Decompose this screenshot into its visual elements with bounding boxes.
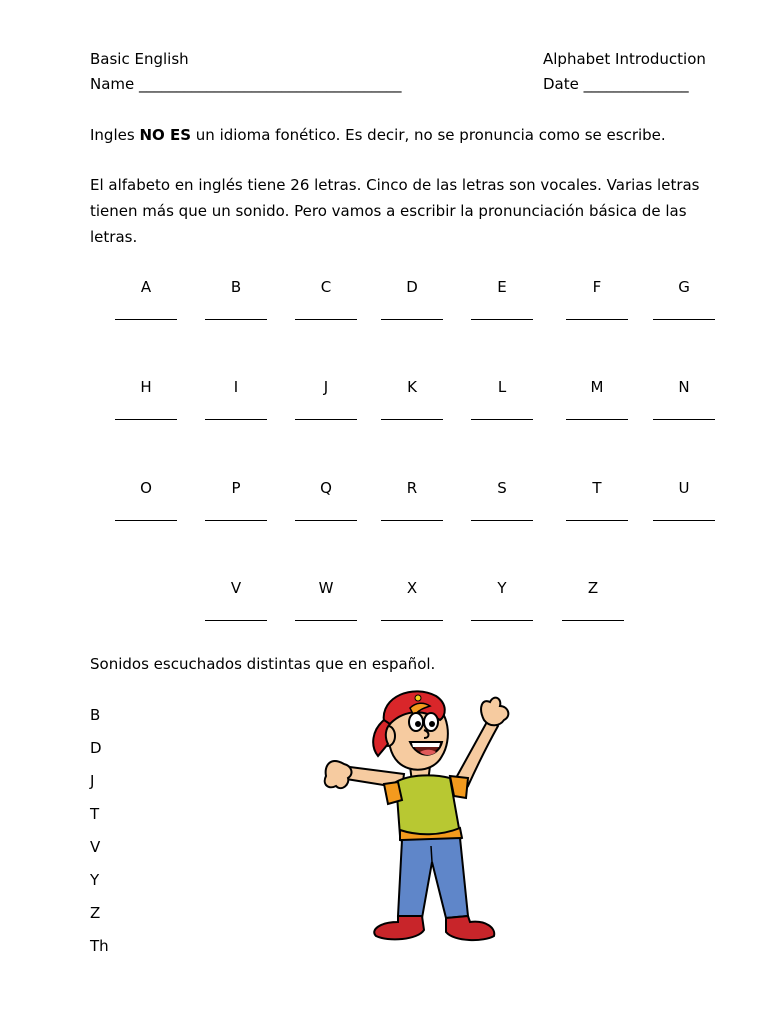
boy-left-shoe [374,916,424,939]
pronunciation-blank[interactable] [115,319,177,320]
pronunciation-blank[interactable] [471,419,533,420]
sound-item: B [90,706,101,724]
alphabet-letter: Y [497,579,507,597]
pronunciation-blank[interactable] [115,520,177,521]
alphabet-letter: M [590,378,604,396]
intro-emphasis: NO ES [139,126,192,144]
pronunciation-blank[interactable] [295,620,357,621]
sound-item: V [90,838,101,856]
pronunciation-blank[interactable] [562,620,624,621]
boy-right-hand [481,698,508,726]
alphabet-letter: J [323,378,329,396]
boy-jeans [398,838,468,918]
alphabet-letter: G [678,278,690,296]
alphabet-letter: X [406,579,418,597]
intro-text-start: Ingles [90,126,140,144]
pronunciation-blank[interactable] [653,319,715,320]
alphabet-letter: H [140,378,152,396]
alphabet-letter: T [592,479,602,497]
boy-right-arm [456,720,498,786]
date-field[interactable]: Date ______________ [543,75,689,93]
pronunciation-blank[interactable] [295,520,357,521]
alphabet-letter: N [678,378,690,396]
pronunciation-blank[interactable] [295,419,357,420]
intro-paragraph-1 [90,122,730,148]
alphabet-letter: P [231,479,241,497]
boy-left-pupil [415,721,421,727]
pronunciation-blank[interactable] [471,319,533,320]
pronunciation-blank[interactable] [205,520,267,521]
pronunciation-blank[interactable] [295,319,357,320]
pronunciation-blank[interactable] [115,419,177,420]
sounds-heading: Sonidos escuchados distintas que en español. [90,655,436,673]
pronunciation-blank[interactable] [566,419,628,420]
pronunciation-blank[interactable] [205,419,267,420]
pronunciation-blank[interactable] [381,319,443,320]
alphabet-letter: W [318,579,334,597]
boy-cap-button [415,695,421,701]
pronunciation-blank[interactable] [653,419,715,420]
pronunciation-blank[interactable] [205,319,267,320]
alphabet-letter: Z [587,579,599,597]
boy-jeans-seam [431,846,432,862]
boy-left-sleeve [384,782,402,804]
alphabet-letter: V [230,579,242,597]
alphabet-letter: C [320,278,332,296]
alphabet-letter: K [407,378,417,396]
sound-item: Th [90,937,109,955]
intro-paragraph-2: El alfabeto en inglés tiene 26 letras. Cinco de las letras son vocales. Varias letras tienen más que un sonido. Pero vamos a escribir la pronunciación básica de las letras. [90,176,700,246]
alphabet-letter: L [497,378,507,396]
pronunciation-blank[interactable] [653,520,715,521]
alphabet-letter: E [497,278,507,296]
pronunciation-blank[interactable] [381,419,443,420]
sound-item: Z [90,904,101,922]
boy-right-pupil [429,721,435,727]
pronunciation-blank[interactable] [205,620,267,621]
sound-item: T [90,805,100,823]
cartoon-boy-icon [318,686,518,950]
pronunciation-blank[interactable] [381,620,443,621]
worksheet-topic: Alphabet Introduction [543,50,706,68]
course-title: Basic English [90,50,189,68]
sound-item: Y [90,871,100,889]
alphabet-letter: U [678,479,690,497]
intro-text-end: un idioma fonético. Es decir, no se pronuncia como se escribe. [191,126,666,144]
pronunciation-blank[interactable] [471,520,533,521]
name-field[interactable]: Name ___________________________________ [90,75,402,93]
boy-teeth [412,743,440,747]
pronunciation-blank[interactable] [381,520,443,521]
boy-right-shoe [446,916,494,940]
alphabet-letter: F [592,278,602,296]
boy-left-hand [325,761,352,788]
alphabet-letter: S [497,479,507,497]
sound-item: J [90,772,95,790]
alphabet-letter: Q [320,479,332,497]
boy-nose [424,730,429,738]
alphabet-letter: D [406,278,418,296]
sound-item: D [90,739,102,757]
alphabet-letter: B [230,278,242,296]
pronunciation-blank[interactable] [566,520,628,521]
pronunciation-blank[interactable] [566,319,628,320]
alphabet-letter: O [140,479,152,497]
alphabet-letter: A [140,278,152,296]
alphabet-letter: R [406,479,418,497]
pronunciation-blank[interactable] [471,620,533,621]
alphabet-letter: I [233,378,239,396]
